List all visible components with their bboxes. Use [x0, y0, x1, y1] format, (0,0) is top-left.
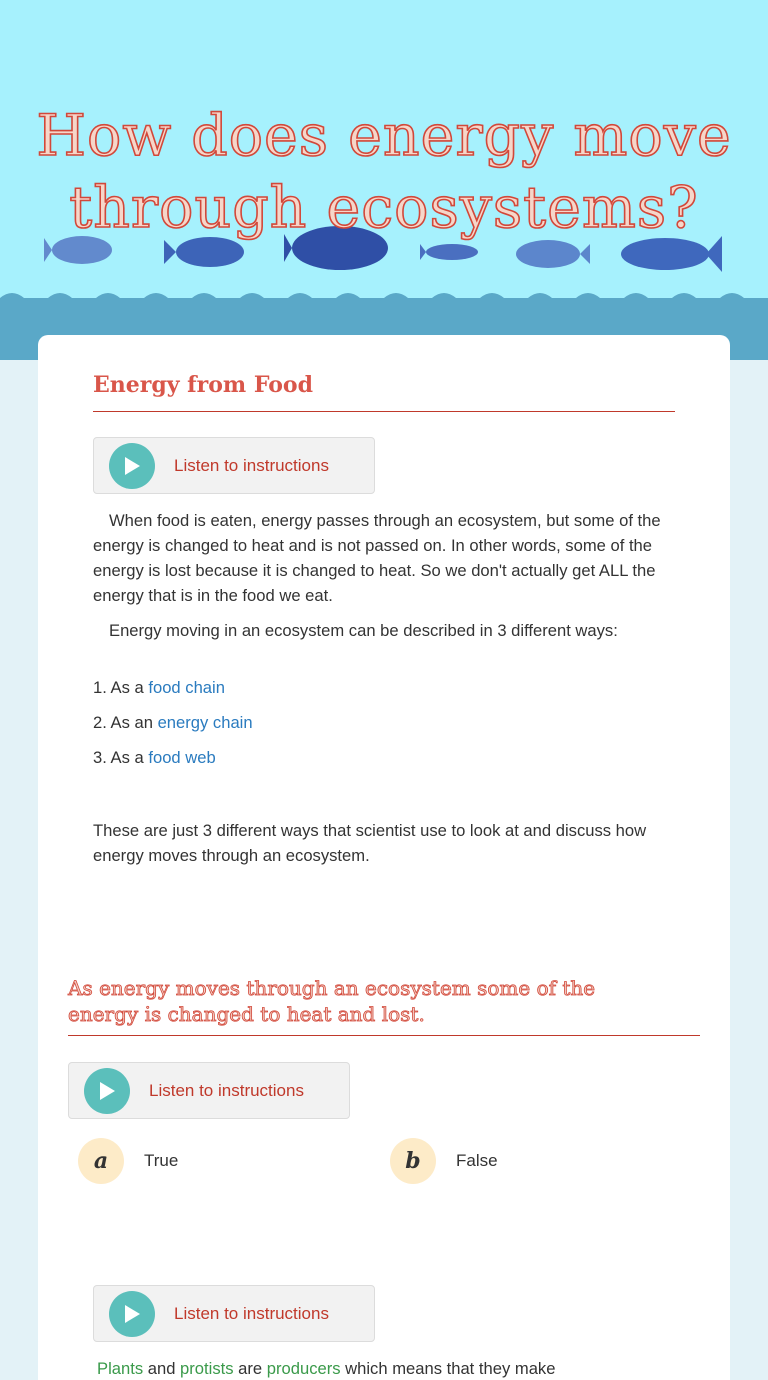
paragraph: Energy moving in an ecosystem can be described in 3 different ways: — [109, 621, 618, 640]
listen-label: Listen to instructions — [149, 1080, 304, 1100]
listen-instructions-button[interactable] — [93, 437, 375, 494]
listen-label: Listen to instructions — [174, 1303, 329, 1323]
paragraph: These are just 3 different ways that scientist use to look at and discuss how energy moves through an ecosystem. — [93, 821, 647, 865]
list-item: 2. As an energy chain — [93, 713, 253, 732]
list-item: 1. As a food chain — [93, 678, 225, 697]
play-icon[interactable] — [84, 1068, 130, 1114]
choice-true[interactable] — [78, 1138, 178, 1184]
energy-chain-link[interactable]: energy chain — [157, 713, 253, 732]
term-producers: producers — [266, 1359, 341, 1378]
header-banner — [0, 0, 768, 360]
food-web-link[interactable]: food web — [148, 748, 216, 767]
listen-instructions-button[interactable] — [93, 1285, 375, 1342]
listen-instructions-button[interactable] — [68, 1062, 350, 1119]
choice-false[interactable] — [390, 1138, 498, 1184]
choice-label[interactable]: False — [456, 1151, 498, 1170]
divider — [68, 1035, 700, 1036]
worksheet-card — [38, 335, 730, 1380]
paragraph: When food is eaten, energy passes through an ecosystem, but some of the energy is changed to heat and is not passed on. In other words, some of the energy is lost because it is changed to heat. So we don't actually get ALL the energy that is in the food we eat. — [93, 511, 661, 605]
term-plants: Plants — [97, 1359, 144, 1378]
question-heading: As energy moves through an ecosystem some of the energy is changed to heat and lost. — [68, 976, 596, 1026]
listen-label: Listen to instructions — [174, 455, 329, 475]
choice-letter-badge[interactable]: a — [78, 1138, 124, 1184]
fish-icon — [516, 240, 590, 268]
food-chain-link[interactable]: food chain — [148, 678, 225, 697]
play-icon[interactable] — [109, 1291, 155, 1337]
page-title: How does energy move through ecosystems? — [36, 103, 732, 241]
choice-letter-badge[interactable]: b — [390, 1138, 436, 1184]
fish-icon — [420, 244, 478, 260]
section-heading: Energy from Food — [93, 372, 313, 398]
wave-decoration — [0, 286, 768, 306]
divider — [93, 411, 675, 412]
term-protists: protists — [180, 1359, 234, 1378]
paragraph: Plants and protists are producers which means that they make — [97, 1359, 556, 1378]
list-item: 3. As a food web — [93, 748, 216, 767]
choice-label[interactable]: True — [144, 1151, 179, 1170]
play-icon[interactable] — [109, 443, 155, 489]
